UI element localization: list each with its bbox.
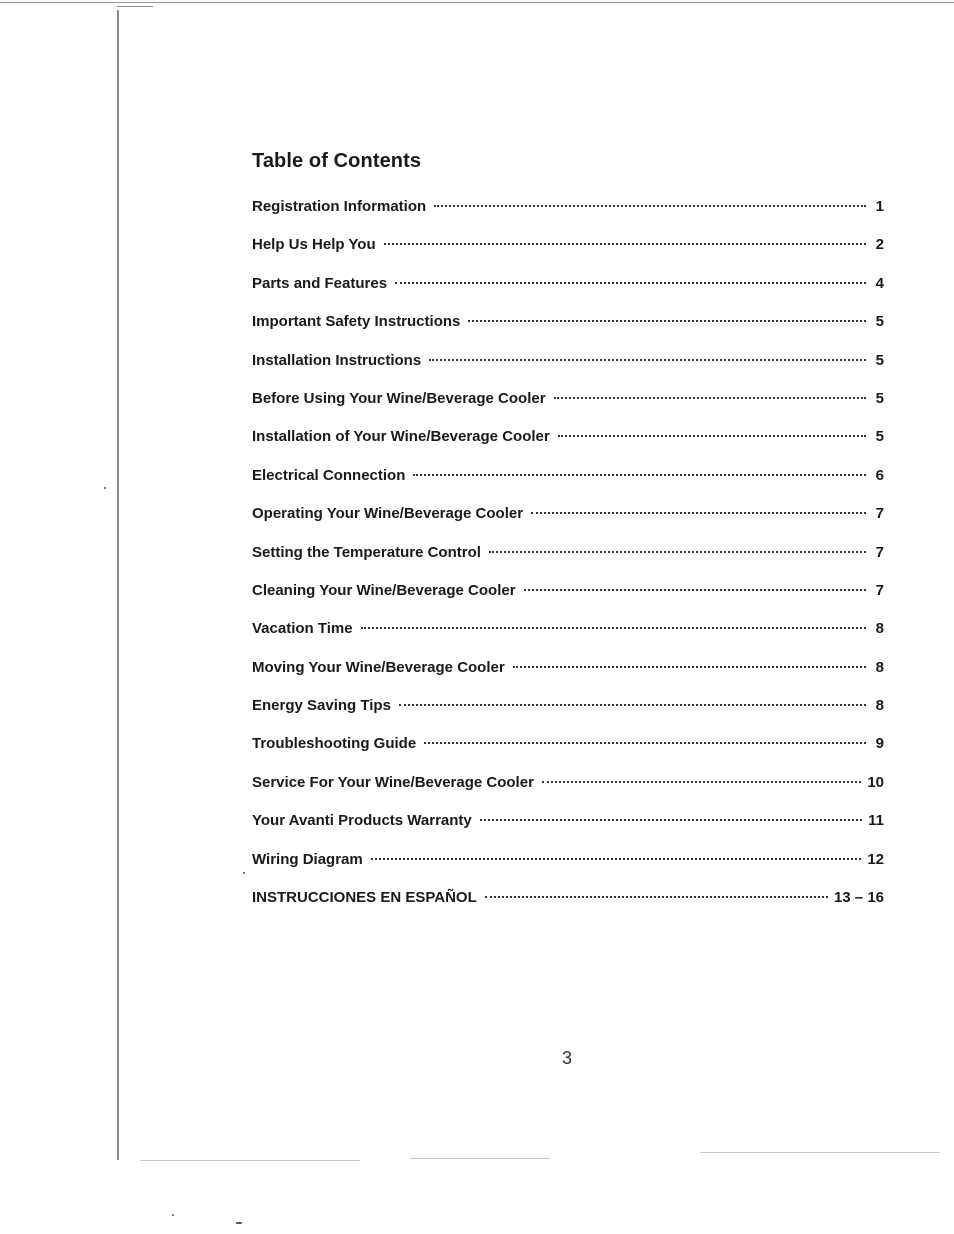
toc-entry-label: Your Avanti Products Warranty	[252, 812, 472, 830]
toc-entry-label: Service For Your Wine/Beverage Cooler	[252, 773, 534, 791]
toc-dot-leader	[542, 781, 861, 783]
toc-entry	[252, 582, 884, 620]
toc-entry-page: 9	[875, 735, 884, 753]
scan-speck	[104, 487, 106, 489]
toc-entry	[252, 198, 884, 236]
toc-dot-leader	[468, 320, 866, 322]
toc-dot-leader	[395, 282, 866, 284]
toc-dot-leader	[524, 589, 866, 591]
toc-entry-label: Help Us Help You	[252, 236, 376, 254]
toc-entry-page: 5	[875, 351, 884, 369]
toc-dot-leader	[531, 512, 866, 514]
scan-border-left	[117, 10, 119, 1160]
toc-entry	[252, 505, 884, 543]
toc-dot-leader	[489, 551, 866, 553]
toc-list	[252, 198, 884, 927]
toc-entry-page: 11	[868, 812, 884, 830]
toc-dot-leader	[361, 627, 866, 629]
toc-dot-leader	[485, 896, 828, 898]
toc-entry	[252, 544, 884, 582]
toc-dot-leader	[558, 435, 866, 437]
toc-entry-page: 5	[875, 428, 884, 446]
toc-entry-label: Installation Instructions	[252, 351, 422, 369]
toc-entry-label: INSTRUCCIONES EN ESPAÑOL	[252, 889, 477, 907]
toc-entry	[252, 313, 884, 351]
scan-speck	[243, 872, 245, 874]
scan-border-corner	[117, 6, 153, 7]
page-number: 3	[561, 1048, 572, 1068]
toc-dot-leader	[413, 474, 866, 476]
toc-entry-label: Operating Your Wine/Beverage Cooler	[252, 505, 524, 523]
scan-border-top	[0, 2, 954, 3]
toc-entry-page: 8	[875, 658, 884, 676]
toc-entry-page: 8	[875, 697, 884, 715]
toc-entry	[252, 889, 884, 927]
toc-entry	[252, 774, 884, 812]
toc-dot-leader	[513, 666, 866, 668]
toc-entry-label: Cleaning Your Wine/Beverage Cooler	[252, 581, 516, 599]
toc-entry-label: Moving Your Wine/Beverage Cooler	[252, 658, 505, 676]
toc-dot-leader	[554, 397, 866, 399]
toc-entry-page: 1	[875, 198, 884, 215]
toc-dot-leader	[384, 243, 866, 245]
toc-entry-label: Installation of Your Wine/Beverage Cooler	[252, 428, 550, 446]
toc-entry-page: 5	[875, 389, 884, 407]
toc-entry	[252, 467, 884, 505]
toc-entry-label: Electrical Connection	[252, 466, 406, 484]
toc-dot-leader	[434, 205, 866, 207]
toc-entry-label: Vacation Time	[252, 620, 353, 638]
toc-entry-page: 7	[875, 543, 884, 561]
toc-entry-label: Setting the Temperature Control	[252, 543, 481, 561]
toc-entry-page: 5	[875, 313, 884, 331]
toc-entry-label: Wiring Diagram	[252, 850, 363, 868]
scan-artifact-line	[140, 1160, 360, 1161]
toc-entry	[252, 275, 884, 313]
toc-entry	[252, 428, 884, 466]
toc-entry-page: 12	[867, 850, 884, 868]
toc-entry-page: 6	[875, 466, 884, 484]
toc-entry-label: Energy Saving Tips	[252, 697, 391, 715]
toc-entry-label: Registration Information	[252, 198, 427, 215]
table-of-contents	[252, 148, 884, 927]
toc-entry-page: 4	[875, 274, 884, 292]
toc-dot-leader	[424, 742, 866, 744]
toc-entry	[252, 390, 884, 428]
toc-entry-label: Important Safety Instructions	[252, 313, 461, 331]
toc-entry-page: 7	[875, 505, 884, 523]
toc-entry	[252, 851, 884, 889]
toc-entry	[252, 352, 884, 390]
scan-artifact-line	[700, 1152, 940, 1153]
toc-entry-label: Troubleshooting Guide	[252, 735, 417, 753]
scan-artifact-line	[410, 1158, 550, 1159]
toc-dot-leader	[429, 359, 866, 361]
toc-entry-page: 7	[875, 581, 884, 599]
toc-entry	[252, 812, 884, 850]
toc-entry	[252, 620, 884, 658]
scan-speck	[172, 1214, 174, 1216]
toc-entry	[252, 697, 884, 735]
toc-entry-page: 2	[875, 236, 884, 254]
toc-entry-page: 13 – 16	[833, 889, 884, 907]
toc-entry	[252, 735, 884, 773]
toc-dot-leader	[371, 858, 862, 860]
toc-dot-leader	[480, 819, 862, 821]
toc-dot-leader	[399, 704, 866, 706]
toc-entry-page: 8	[875, 620, 884, 638]
toc-entry	[252, 236, 884, 274]
toc-entry	[252, 659, 884, 697]
toc-entry-label: Before Using Your Wine/Beverage Cooler	[252, 389, 546, 407]
toc-title: Table of Contents	[252, 150, 422, 172]
toc-entry-page: 10	[867, 773, 884, 791]
scan-speck	[236, 1222, 242, 1224]
toc-entry-label: Parts and Features	[252, 274, 388, 292]
